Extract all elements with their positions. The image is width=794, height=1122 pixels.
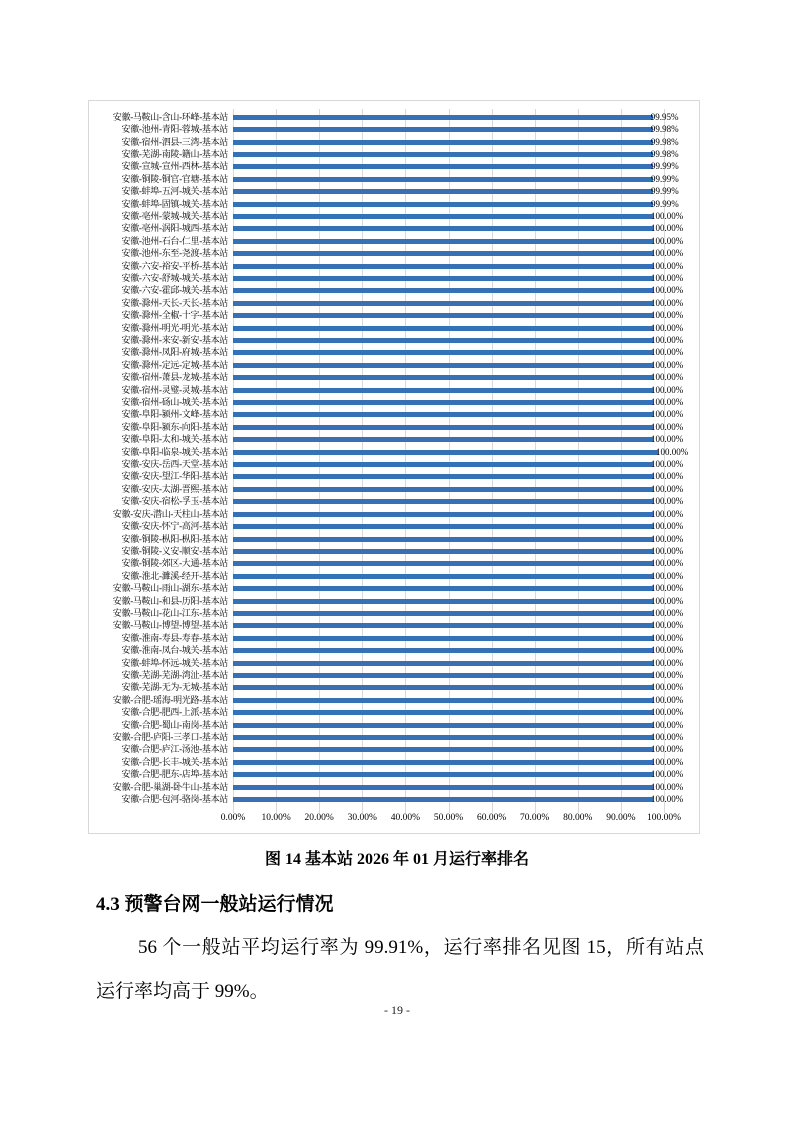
bar <box>233 127 653 132</box>
bar <box>233 611 653 616</box>
category-label: 安徽-蚌埠-怀远-城关-基本站 <box>121 657 228 668</box>
chart-bar-row <box>89 210 699 222</box>
category-label: 安徽-芜湖-无为-无城-基本站 <box>121 682 228 693</box>
bar <box>233 549 653 554</box>
bar <box>233 685 653 690</box>
bar-track <box>233 508 699 520</box>
value-label: 100.00% <box>651 409 684 420</box>
category-label: 安徽-铜陵-郊区-大通-基本站 <box>121 558 228 569</box>
bar <box>233 202 653 207</box>
bar-track <box>233 632 699 644</box>
category-label: 安徽-铜陵-枞阳-枞阳-基本站 <box>121 533 228 544</box>
bar <box>233 599 653 604</box>
chart-bar-row <box>89 595 699 607</box>
bar <box>233 537 653 542</box>
chart-bar-row <box>89 421 699 433</box>
bar-track <box>233 173 699 185</box>
bar <box>233 450 658 455</box>
value-label: 100.00% <box>651 235 684 246</box>
bar-track <box>233 235 699 247</box>
chart-bar-row <box>89 483 699 495</box>
x-axis-tick-label: 40.00% <box>390 813 421 823</box>
bar-track <box>233 123 699 135</box>
bar <box>233 760 653 765</box>
chart-bar-row <box>89 731 699 743</box>
bar-track <box>233 558 699 570</box>
bar <box>233 288 653 293</box>
value-label: 100.00% <box>651 769 684 780</box>
bar-track <box>233 533 699 545</box>
chart-bar-row <box>89 334 699 346</box>
value-label: 100.00% <box>651 583 684 594</box>
bar <box>233 239 653 244</box>
chart-bar-row <box>89 310 699 322</box>
bar-track <box>233 657 699 669</box>
bar <box>233 140 653 145</box>
chart-bar-row <box>89 260 699 272</box>
value-label: 100.00% <box>651 694 684 705</box>
value-label: 100.00% <box>651 558 684 569</box>
value-label: 100.00% <box>651 210 684 221</box>
value-label: 100.00% <box>651 707 684 718</box>
bar <box>233 412 653 417</box>
x-axis-tick-label: 0.00% <box>220 813 246 823</box>
category-label: 安徽-合肥-瑶海-明光路-基本站 <box>112 694 228 705</box>
value-label: 100.00% <box>651 434 684 445</box>
chart-bar-row <box>89 520 699 532</box>
value-label: 100.00% <box>651 310 684 321</box>
chart-bar-row <box>89 272 699 284</box>
category-label: 安徽-合肥-巢湖-卧牛山-基本站 <box>112 781 228 792</box>
category-label: 安徽-滁州-凤阳-府城-基本站 <box>121 347 228 358</box>
x-axis-tick-label: 20.00% <box>304 813 334 823</box>
bar <box>233 363 653 368</box>
chart-bar-row <box>89 707 699 719</box>
chart-bar-row <box>89 148 699 160</box>
category-label: 安徽-安庆-宿松-孚玉-基本站 <box>121 496 228 507</box>
category-label: 安徽-池州-东至-尧渡-基本站 <box>121 248 228 259</box>
figure-14-chart <box>88 100 700 834</box>
bar <box>233 276 653 281</box>
category-label: 安徽-滁州-定远-定城-基本站 <box>121 359 228 370</box>
chart-bar-row <box>89 185 699 197</box>
bar-track <box>233 272 699 284</box>
category-label: 安徽-铜陵-铜官-官塘-基本站 <box>121 173 228 184</box>
value-label: 99.99% <box>650 173 679 184</box>
category-label: 安徽-滁州-明光-明光-基本站 <box>121 322 228 333</box>
category-label: 安徽-安庆-太湖-晋熙-基本站 <box>121 483 228 494</box>
bar <box>233 698 653 703</box>
bar <box>233 437 653 442</box>
bar <box>233 350 653 355</box>
bar-track <box>233 421 699 433</box>
bar <box>233 251 653 256</box>
category-label: 安徽-宣城-宣州-西林-基本站 <box>121 161 228 172</box>
bar-track <box>233 744 699 756</box>
bar <box>233 785 653 790</box>
bar-track <box>233 247 699 259</box>
chart-bar-row <box>89 247 699 259</box>
bar-track <box>233 471 699 483</box>
chart-bar-row <box>89 471 699 483</box>
chart-bar-row <box>89 446 699 458</box>
bar <box>233 710 653 715</box>
body-paragraph: 56 个一般站平均运行率为 99.91%，运行率排名见图 15，所有站点运行率均高于 99%。 <box>96 937 704 1002</box>
chart-bar-row <box>89 322 699 334</box>
chart-bar-row <box>89 545 699 557</box>
bar <box>233 524 653 529</box>
value-label: 100.00% <box>651 459 684 470</box>
chart-bar-row <box>89 682 699 694</box>
value-label: 100.00% <box>656 446 689 457</box>
category-label: 安徽-合肥-肥东-店埠-基本站 <box>121 769 228 780</box>
bar-track <box>233 334 699 346</box>
bar <box>233 326 653 331</box>
category-label: 安徽-滁州-来安-新安-基本站 <box>121 335 228 346</box>
chart-bar-row <box>89 719 699 731</box>
bar <box>233 735 653 740</box>
chart-bar-row <box>89 297 699 309</box>
bar <box>233 487 653 492</box>
category-label: 安徽-蚌埠-固镇-城关-基本站 <box>121 198 228 209</box>
x-axis-tick-label: 70.00% <box>520 813 550 823</box>
bar <box>233 586 653 591</box>
category-label: 安徽-蚌埠-五河-城关-基本站 <box>121 186 228 197</box>
bar-track <box>233 781 699 793</box>
value-label: 100.00% <box>651 297 684 308</box>
category-label: 安徽-安庆-望江-华阳-基本站 <box>121 471 228 482</box>
chart-bar-row <box>89 396 699 408</box>
category-label: 安徽-安庆-怀宁-高河-基本站 <box>121 521 228 532</box>
chart-bar-row <box>89 384 699 396</box>
value-label: 100.00% <box>651 657 684 668</box>
bar <box>233 177 653 182</box>
category-label: 安徽-阜阳-颍州-文峰-基本站 <box>121 409 228 420</box>
chart-bar-row <box>89 372 699 384</box>
category-label: 安徽-合肥-庐江-汤池-基本站 <box>121 744 228 755</box>
bar <box>233 661 653 666</box>
page-number: - 19 - <box>384 1003 410 1017</box>
bar-track <box>233 359 699 371</box>
chart-bar-row <box>89 533 699 545</box>
bar <box>233 561 653 566</box>
x-axis-tick-label: 50.00% <box>433 813 464 823</box>
category-label: 安徽-合肥-庐阳-三孝口-基本站 <box>112 732 228 743</box>
bar-track <box>233 595 699 607</box>
category-label: 安徽-合肥-包河-骆岗-基本站 <box>121 794 228 805</box>
value-label: 100.00% <box>651 496 684 507</box>
category-label: 安徽-六安-裕安-平桥-基本站 <box>121 260 228 271</box>
bar-track <box>233 607 699 619</box>
bar-track <box>233 396 699 408</box>
value-label: 100.00% <box>651 335 684 346</box>
bar <box>233 115 653 120</box>
value-label: 100.00% <box>651 248 684 259</box>
category-label: 安徽-宿州-萧县-龙城-基本站 <box>121 372 228 383</box>
bar-track <box>233 347 699 359</box>
value-label: 100.00% <box>651 471 684 482</box>
bar-track <box>233 322 699 334</box>
bar-track <box>233 223 699 235</box>
value-label: 100.00% <box>651 620 684 631</box>
chart-bar-row <box>89 744 699 756</box>
value-label: 100.00% <box>651 545 684 556</box>
bar-track <box>233 769 699 781</box>
bar <box>233 747 653 752</box>
chart-bar-row <box>89 558 699 570</box>
value-label: 99.98% <box>650 124 679 135</box>
value-label: 100.00% <box>651 508 684 519</box>
chart-bar-row <box>89 111 699 123</box>
bar <box>233 214 653 219</box>
value-label: 100.00% <box>651 595 684 606</box>
category-label: 安徽-铜陵-义安-顺安-基本站 <box>121 545 228 556</box>
bar-track <box>233 682 699 694</box>
chart-bar-row <box>89 644 699 656</box>
value-label: 99.99% <box>650 186 679 197</box>
value-label: 100.00% <box>651 359 684 370</box>
bar <box>233 164 653 169</box>
value-label: 100.00% <box>651 322 684 333</box>
bar <box>233 313 653 318</box>
value-label: 100.00% <box>651 521 684 532</box>
category-label: 安徽-阜阳-临泉-城关-基本站 <box>121 446 228 457</box>
bar-track <box>233 694 699 706</box>
chart-bar-row <box>89 793 699 805</box>
chart-bar-row <box>89 458 699 470</box>
bar-track <box>233 210 699 222</box>
x-axis-tick-label: 80.00% <box>563 813 593 823</box>
category-label: 安徽-安庆-岳西-天堂-基本站 <box>121 459 228 470</box>
value-label: 99.99% <box>650 161 679 172</box>
bar-track <box>233 148 699 160</box>
category-label: 安徽-马鞍山-雨山-湖东-基本站 <box>112 583 228 594</box>
value-label: 100.00% <box>651 533 684 544</box>
bar <box>233 723 653 728</box>
category-label: 安徽-宿州-泗县-三湾-基本站 <box>121 136 228 147</box>
x-axis-tick-label: 60.00% <box>476 813 507 823</box>
bar-track <box>233 297 699 309</box>
category-label: 安徽-淮南-寿县-寿春-基本站 <box>121 632 228 643</box>
bar-track <box>233 111 699 123</box>
bar-track <box>233 669 699 681</box>
chart-bar-row <box>89 620 699 632</box>
value-label: 100.00% <box>651 285 684 296</box>
bar-track <box>233 198 699 210</box>
chart-bar-row <box>89 694 699 706</box>
value-label: 100.00% <box>651 781 684 792</box>
chart-bar-row <box>89 161 699 173</box>
category-label: 安徽-马鞍山-博望-博望-基本站 <box>112 620 228 631</box>
bar <box>233 388 653 393</box>
category-label: 安徽-芜湖-芜湖-湾沚-基本站 <box>121 669 228 680</box>
category-label: 安徽-安庆-潜山-天柱山-基本站 <box>112 508 228 519</box>
chart-bar-row <box>89 434 699 446</box>
category-label: 安徽-合肥-肥西-上派-基本站 <box>121 707 228 718</box>
category-label: 安徽-马鞍山-和县-历阳-基本站 <box>112 595 228 606</box>
value-label: 99.98% <box>650 136 679 147</box>
bar-track <box>233 731 699 743</box>
bar-track <box>233 161 699 173</box>
chart-bar-row <box>89 235 699 247</box>
bar <box>233 301 653 306</box>
bar-track <box>233 372 699 384</box>
bar <box>233 574 653 579</box>
bar <box>233 264 653 269</box>
chart-bar-row <box>89 769 699 781</box>
bar-track <box>233 458 699 470</box>
bar-track <box>233 446 699 458</box>
value-label: 100.00% <box>651 223 684 234</box>
value-label: 100.00% <box>651 272 684 283</box>
category-label: 安徽-合肥-蜀山-南岗-基本站 <box>121 719 228 730</box>
bar <box>233 636 653 641</box>
bar <box>233 189 653 194</box>
chart-bar-row <box>89 607 699 619</box>
value-label: 100.00% <box>651 744 684 755</box>
x-axis-tick-label: 90.00% <box>606 813 636 823</box>
chart-bar-row <box>89 173 699 185</box>
chart-bar-row <box>89 223 699 235</box>
bar <box>233 797 653 802</box>
value-label: 99.99% <box>650 198 679 209</box>
bar-track <box>233 483 699 495</box>
value-label: 100.00% <box>651 397 684 408</box>
bar <box>233 152 653 157</box>
chart-bar-row <box>89 756 699 768</box>
bar-track <box>233 384 699 396</box>
value-label: 100.00% <box>651 682 684 693</box>
bar <box>233 499 653 504</box>
category-label: 安徽-池州-石台-仁里-基本站 <box>121 235 228 246</box>
bar <box>233 226 653 231</box>
value-label: 100.00% <box>651 794 684 805</box>
value-label: 99.98% <box>650 148 679 159</box>
value-label: 99.95% <box>650 111 679 122</box>
chart-bar-row <box>89 285 699 297</box>
category-label: 安徽-宿州-灵璧-灵城-基本站 <box>121 384 228 395</box>
x-axis-tick-label: 10.00% <box>261 813 291 823</box>
value-label: 100.00% <box>651 372 684 383</box>
value-label: 100.00% <box>651 607 684 618</box>
chart-bar-row <box>89 123 699 135</box>
category-label: 安徽-淮南-凤台-城关-基本站 <box>121 645 228 656</box>
chart-bar-row <box>89 582 699 594</box>
bar <box>233 375 653 380</box>
category-label: 安徽-六安-霍邱-城关-基本站 <box>121 285 228 296</box>
bar-track <box>233 434 699 446</box>
bar-track <box>233 793 699 805</box>
chart-bar-row <box>89 347 699 359</box>
bar-track <box>233 260 699 272</box>
section-heading: 4.3 预警台网一般站运行情况 <box>96 894 334 915</box>
category-label: 安徽-阜阳-太和-城关-基本站 <box>121 434 228 445</box>
category-label: 安徽-淮北-濉溪-经开-基本站 <box>121 570 228 581</box>
bar-track <box>233 520 699 532</box>
category-label: 安徽-芜湖-南陵-籍山-基本站 <box>121 148 228 159</box>
value-label: 100.00% <box>651 632 684 643</box>
category-label: 安徽-亳州-涡阳-城西-基本站 <box>121 223 228 234</box>
category-label: 安徽-马鞍山-含山-环峰-基本站 <box>112 111 228 122</box>
bar-track <box>233 185 699 197</box>
value-label: 100.00% <box>651 260 684 271</box>
category-label: 安徽-滁州-全椒-十字-基本站 <box>121 310 228 321</box>
x-axis-tick-label: 100.00% <box>646 813 682 823</box>
value-label: 100.00% <box>651 732 684 743</box>
bar-track <box>233 545 699 557</box>
category-label: 安徽-池州-青阳-蓉城-基本站 <box>121 124 228 135</box>
value-label: 100.00% <box>651 756 684 767</box>
value-label: 100.00% <box>651 570 684 581</box>
category-label: 安徽-合肥-长丰-城关-基本站 <box>121 756 228 767</box>
category-label: 安徽-阜阳-颍东-向阳-基本站 <box>121 421 228 432</box>
chart-bar-row <box>89 632 699 644</box>
chart-bar-row <box>89 359 699 371</box>
bar-rows <box>89 111 699 806</box>
value-label: 100.00% <box>651 669 684 680</box>
bar <box>233 673 653 678</box>
bar-track <box>233 756 699 768</box>
value-label: 100.00% <box>651 384 684 395</box>
figure-caption: 图 14 基本站 2026 年 01 月运行率排名 <box>264 851 529 868</box>
x-axis <box>89 813 699 829</box>
bar-track <box>233 310 699 322</box>
bar-track <box>233 285 699 297</box>
bar <box>233 338 653 343</box>
value-label: 100.00% <box>651 483 684 494</box>
chart-bar-row <box>89 409 699 421</box>
chart-bar-row <box>89 198 699 210</box>
category-label: 安徽-滁州-天长-天长-基本站 <box>121 297 228 308</box>
value-label: 100.00% <box>651 719 684 730</box>
bar-track <box>233 582 699 594</box>
category-label: 安徽-宿州-砀山-城关-基本站 <box>121 397 228 408</box>
chart-bar-row <box>89 136 699 148</box>
category-label: 安徽-马鞍山-花山-江东-基本站 <box>112 607 228 618</box>
x-axis-tick-label: 30.00% <box>347 813 377 823</box>
bar <box>233 512 653 517</box>
bar <box>233 400 653 405</box>
bar <box>233 772 653 777</box>
bar-track <box>233 409 699 421</box>
bar <box>233 623 653 628</box>
chart-bar-row <box>89 508 699 520</box>
bar-track <box>233 570 699 582</box>
bar <box>233 462 653 467</box>
chart-bar-row <box>89 781 699 793</box>
chart-bar-row <box>89 657 699 669</box>
bar-track <box>233 719 699 731</box>
value-label: 100.00% <box>651 645 684 656</box>
bar <box>233 474 653 479</box>
bar-track <box>233 136 699 148</box>
bar <box>233 425 653 430</box>
bar-track <box>233 620 699 632</box>
bar-track <box>233 496 699 508</box>
bar-track <box>233 707 699 719</box>
chart-bar-row <box>89 570 699 582</box>
chart-bar-row <box>89 669 699 681</box>
chart-bar-row <box>89 496 699 508</box>
bar-track <box>233 644 699 656</box>
value-label: 100.00% <box>651 347 684 358</box>
category-label: 安徽-亳州-蒙城-城关-基本站 <box>121 210 228 221</box>
value-label: 100.00% <box>651 421 684 432</box>
bar <box>233 648 653 653</box>
category-label: 安徽-六安-舒城-城关-基本站 <box>121 272 228 283</box>
